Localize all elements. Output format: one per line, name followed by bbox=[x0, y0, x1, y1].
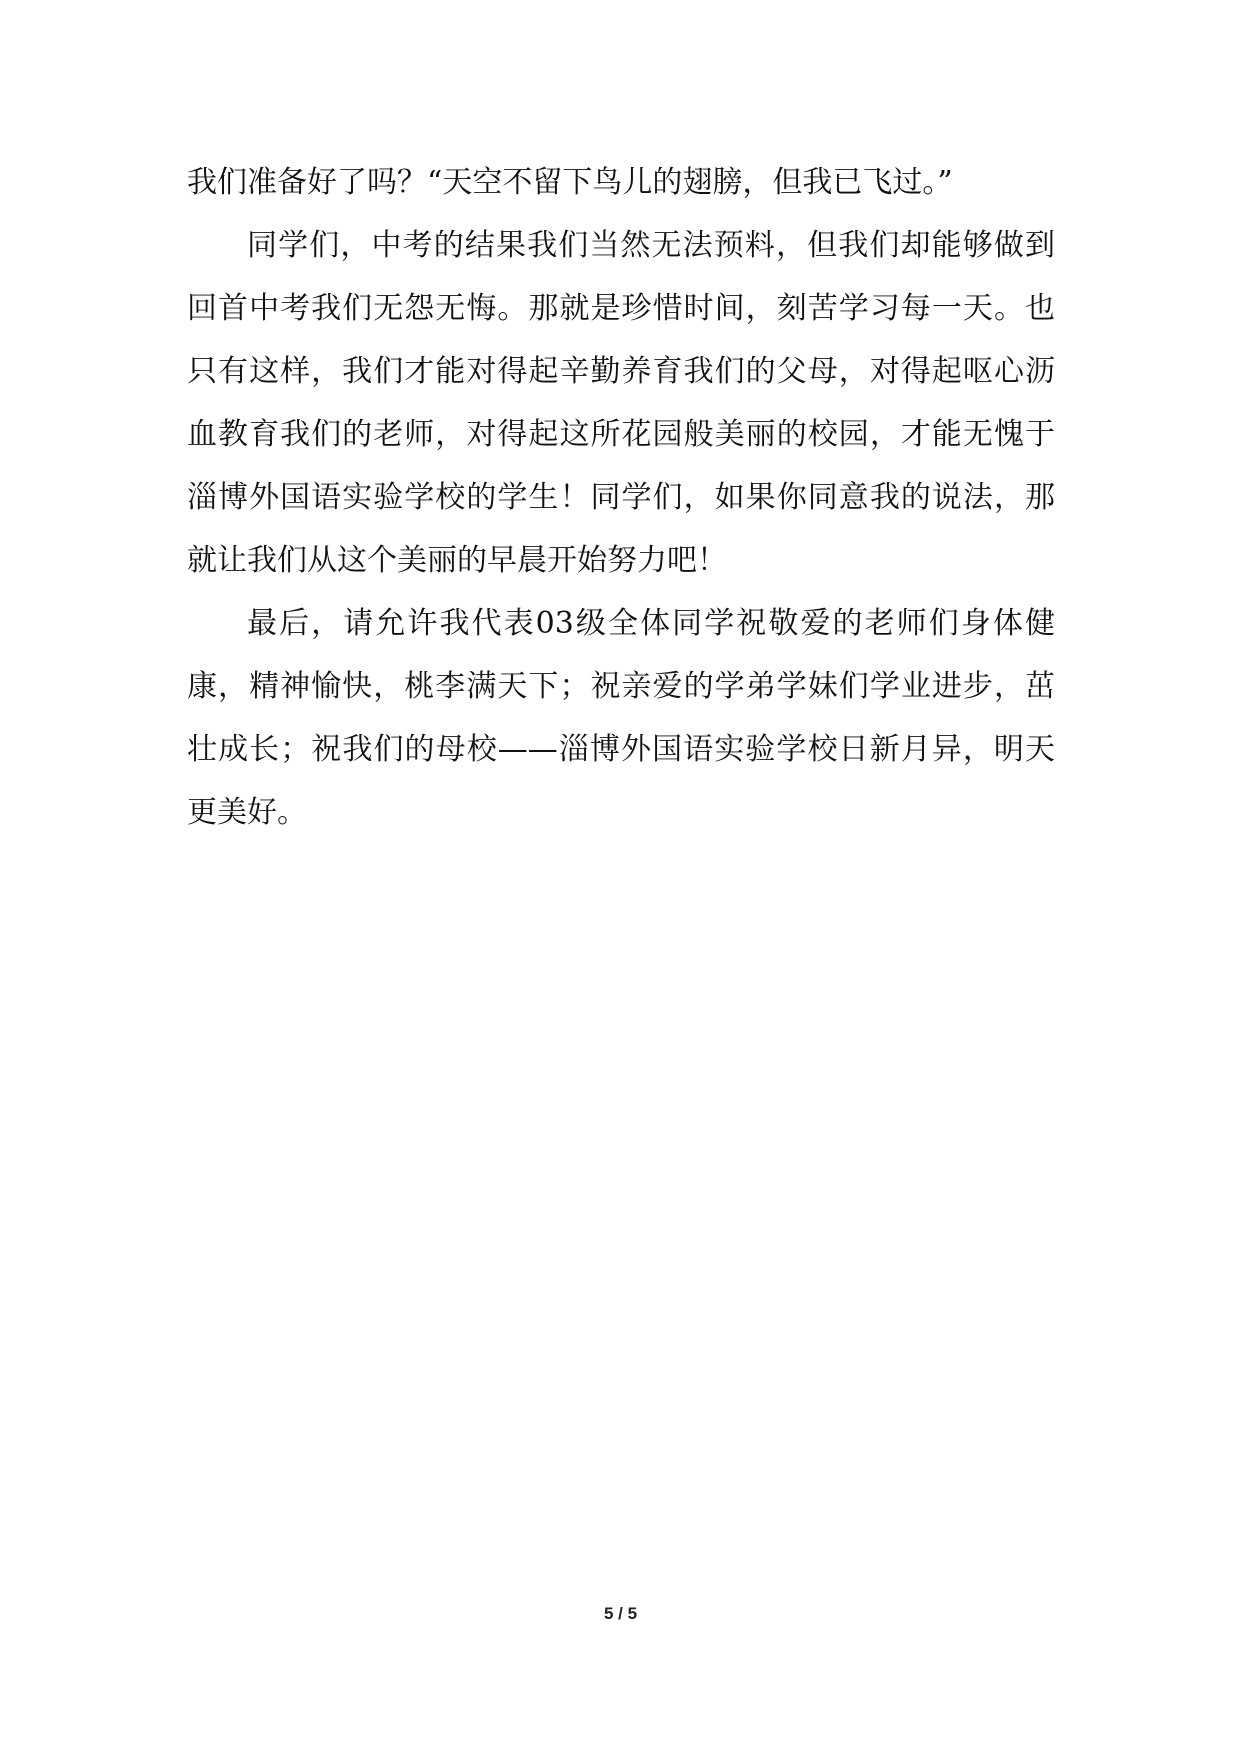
paragraph-closing-wishes: 最后，请允许我代表03级全体同学祝敬爱的老师们身体健康，精神愉快，桃李满天下；祝亲爱的学弟学妹们学业进步，茁壮成长；祝我们的母校——淄博外国语实验学校日新月异，明天更美好。 bbox=[187, 606, 1055, 830]
paragraph-continuation: 我们准备好了吗？“天空不留下鸟儿的翅膀，但我已飞过。” bbox=[187, 165, 953, 200]
document-body bbox=[187, 151, 1055, 844]
paragraph-exam-reflection: 同学们，中考的结果我们当然无法预料，但我们却能够做到回首中考我们无怨无悔。那就是珍惜时间，刻苦学习每一天。也只有这样，我们才能对得起辛勤养育我们的父母，对得起呕心沥血教育我们的老师，对得起这所花园般美丽的校园，才能无愧于淄博外国语实验学校的学生！同学们，如果你同意我的说法，那就让我们从这个美丽的早晨开始努力吧！ bbox=[187, 228, 1055, 578]
page-number: 5 / 5 bbox=[603, 1604, 638, 1623]
